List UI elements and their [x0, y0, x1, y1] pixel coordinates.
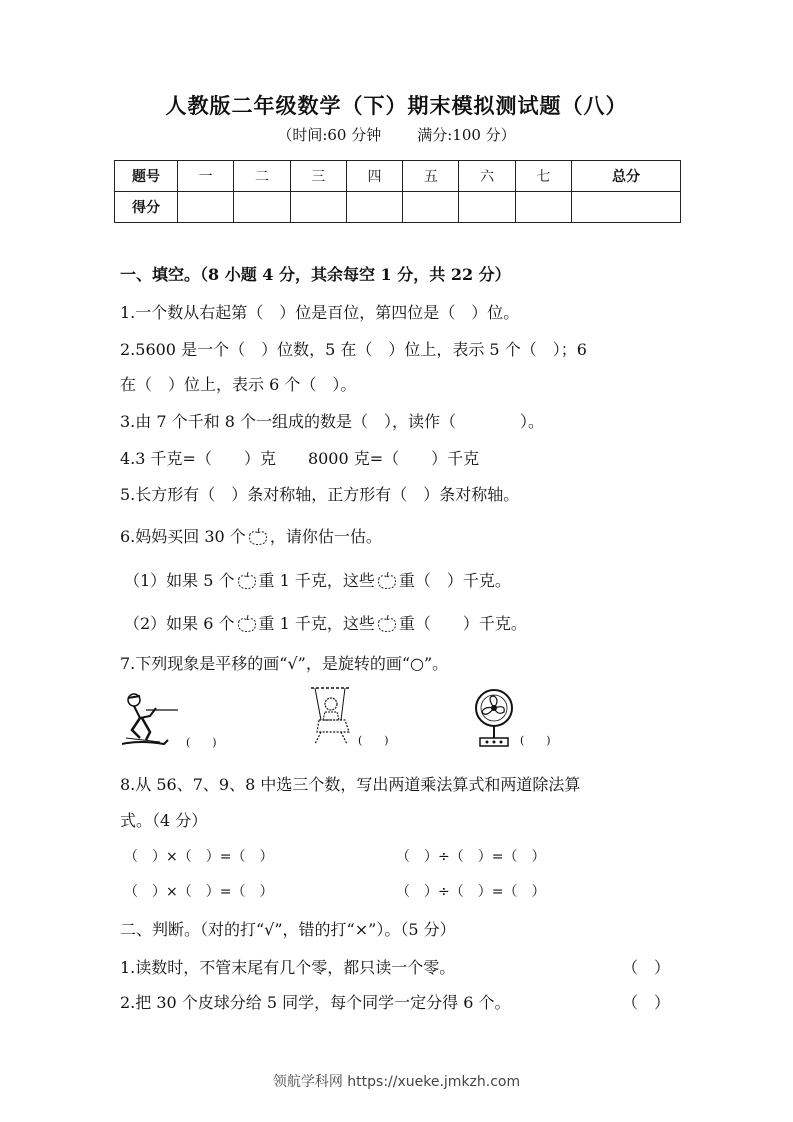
cell-score-label: 得分: [115, 192, 178, 223]
apple-icon: [235, 613, 259, 633]
question-6: [120, 524, 382, 547]
swing-icon: [305, 686, 357, 748]
question-8-line-2: 式。（4 分）: [120, 811, 208, 830]
cell-section-5: 五: [403, 161, 459, 192]
question-4: 4.3 千克=（ ）克 8000 克=（ ）千克: [120, 449, 480, 468]
full-score: 满分:100 分）: [417, 126, 516, 144]
q7-answer-blank-1[interactable]: ( ): [186, 736, 217, 749]
judgment-2-answer[interactable]: （ ）: [622, 993, 671, 1012]
question-1: 1.一个数从右起第（ ）位是百位，第四位是（ ）位。: [120, 303, 520, 322]
score-entry[interactable]: [403, 192, 459, 223]
question-6-1-text: 重 1 千克，这些: [258, 571, 375, 590]
section-1-heading: 一、填空。（8 小题 4 分，其余每空 1 分，共 22 分）: [120, 265, 511, 284]
question-2-line-1: 2.5600 是一个（ ）位数，5 在（ ）位上，表示 5 个（ ）；6: [120, 340, 587, 359]
question-5: 5.长方形有（ ）条对称轴，正方形有（ ）条对称轴。: [120, 485, 520, 504]
apple-icon: [246, 526, 270, 546]
score-table-score-row: [115, 192, 681, 223]
cell-section-2: 二: [234, 161, 290, 192]
apple-icon: [375, 570, 399, 590]
question-6-2-text: （2）如果 6 个: [124, 614, 235, 633]
cell-total: 总分: [572, 161, 681, 192]
question-6-1-text: （1）如果 5 个: [124, 571, 235, 590]
question-2-line-2: 在（ ）位上，表示 6 个（ ）。: [120, 375, 357, 394]
score-entry[interactable]: [572, 192, 681, 223]
cell-question-number: 题号: [115, 161, 178, 192]
question-6-1: [124, 568, 511, 591]
cell-section-7: 七: [515, 161, 571, 192]
score-entry[interactable]: [346, 192, 402, 223]
question-7: 7.下列现象是平移的画“√”，是旋转的画“○”。: [120, 654, 449, 673]
division-equation-2[interactable]: （ ）÷（ ）=（ ）: [396, 884, 546, 900]
exam-info: [0, 124, 793, 145]
page-title: 人教版二年级数学（下）期末模拟测试题（八）: [165, 93, 628, 118]
score-entry[interactable]: [515, 192, 571, 223]
question-6-2: [124, 611, 527, 634]
question-8-line-1: 8.从 56、7、9、8 中选三个数，写出两道乘法算式和两道除法算: [120, 775, 581, 794]
judgment-1-answer[interactable]: （ ）: [622, 958, 671, 977]
judgment-2: 2.把 30 个皮球分给 5 同学，每个同学一定分得 6 个。: [120, 993, 511, 1012]
question-6-1-text: 重（ ）千克。: [398, 571, 511, 590]
electric-fan-icon: [472, 688, 516, 750]
cell-section-4: 四: [346, 161, 402, 192]
footer-watermark: 领航学科网 https://xueke.jmkzh.com: [272, 1074, 521, 1090]
judgment-1: 1.读数时，不管末尾有几个零，都只读一个零。: [120, 958, 456, 977]
section-2-heading: 二、判断。（对的打“√”，错的打“×”）。（5 分）: [120, 920, 456, 939]
multiplication-equation-1[interactable]: （ ）×（ ）=（ ）: [124, 849, 274, 865]
cell-section-3: 三: [290, 161, 346, 192]
question-6-text-end: ，请你估一估。: [269, 527, 382, 546]
question-6-2-text: 重（ ）千克。: [398, 614, 527, 633]
score-entry[interactable]: [178, 192, 234, 223]
score-entry[interactable]: [290, 192, 346, 223]
score-table: [114, 160, 681, 223]
q7-answer-blank-2[interactable]: ( ): [358, 734, 389, 747]
cell-section-1: 一: [178, 161, 234, 192]
apple-icon: [235, 570, 259, 590]
time-limit: （时间:60 分钟: [277, 126, 382, 144]
multiplication-equation-2[interactable]: （ ）×（ ）=（ ）: [124, 884, 274, 900]
apple-icon: [375, 613, 399, 633]
q7-answer-blank-3[interactable]: ( ): [520, 734, 551, 747]
skier-icon: [120, 688, 182, 750]
score-entry[interactable]: [234, 192, 290, 223]
question-6-text: 6.妈妈买回 30 个: [120, 527, 246, 546]
score-table-header-row: [115, 161, 681, 192]
question-3: 3.由 7 个千和 8 个一组成的数是（ ），读作（ ）。: [120, 412, 544, 431]
cell-section-6: 六: [459, 161, 515, 192]
score-entry[interactable]: [459, 192, 515, 223]
question-6-2-text: 重 1 千克，这些: [258, 614, 375, 633]
division-equation-1[interactable]: （ ）÷（ ）=（ ）: [396, 849, 546, 865]
